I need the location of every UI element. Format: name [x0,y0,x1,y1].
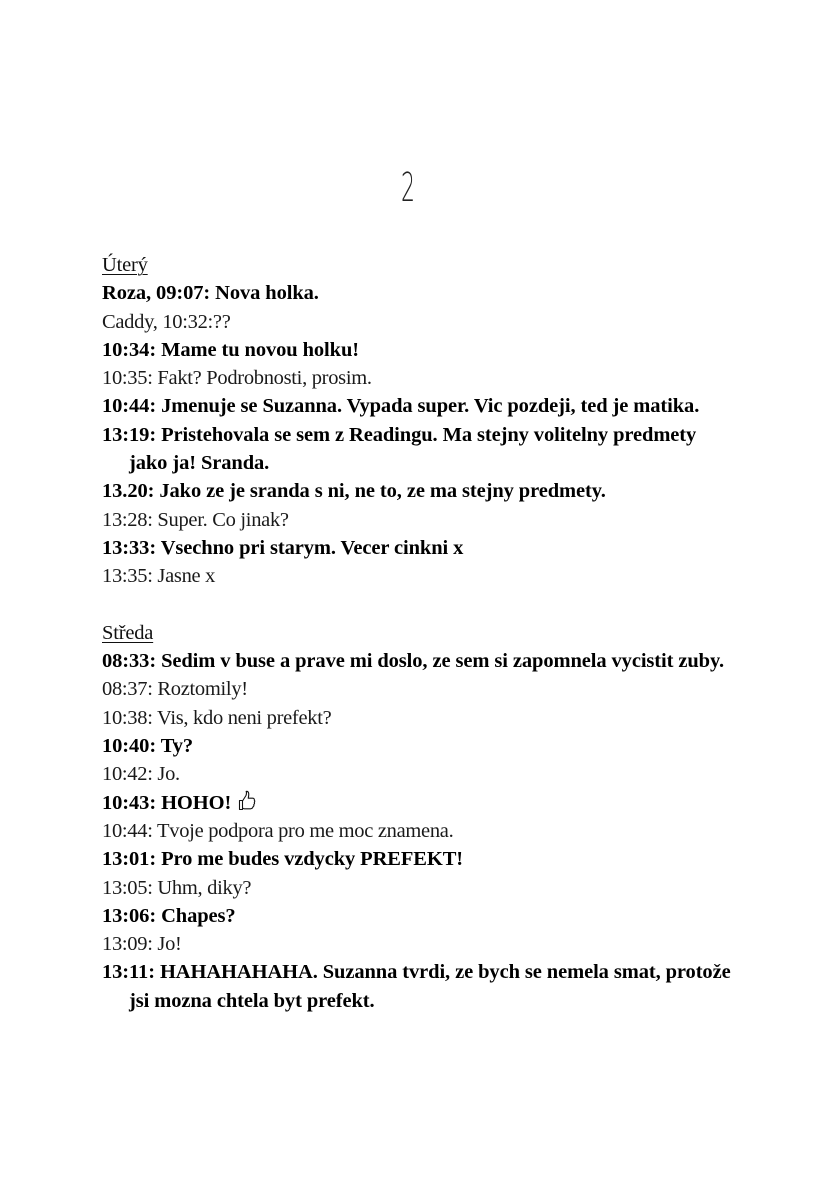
message-line: 10:44: Jmenuje se Suzanna. Vypada super. Vic pozdeji, ted je matika. [102,395,700,418]
message-line: 13:28: Super. Co jinak? [102,508,289,531]
message-line: 13:06: Chapes? [102,904,236,927]
message-line: 08:37: Roztomily! [102,678,248,701]
message-line: 10:38: Vis, kdo neni prefekt? [102,706,332,729]
message-line: 13:11: HAHAHAHAHA. Suzanna tvrdi, ze bych se nemela smat, protože jsi mozna chtela byt prefekt. [102,961,731,1012]
message-text: 10:43: HOHO! [102,791,232,814]
message-line: 13:35: Jasne x [102,565,216,588]
day-heading-wednesday: Středa [102,621,154,644]
day-heading-tuesday: Úterý [102,254,148,276]
chapter-number: 2 [400,165,415,211]
message-line: Caddy, 10:32:?? [102,310,231,333]
message-line: 10:34: Mame tu novou holku! [102,338,359,361]
message-line: 08:33: Sedim v buse a prave mi doslo, ze sem si zapomnela vycistit zuby. [102,650,725,673]
message-line: 10:40: Ty? [102,735,194,758]
message-line: 13:33: Vsechno pri starym. Vecer cinkni x [102,536,464,559]
message-line: 13:19: Pristehovala se sem z Readingu. Ma stejny volitelny predmety jako ja! Sranda. [102,423,697,475]
section-spacer [102,591,732,619]
message-line: 13:09: Jo! [102,933,182,956]
thumbs-up-icon [236,790,256,812]
message-line: 10:35: Fakt? Podrobnosti, prosim. [102,367,372,390]
message-log [102,251,732,1015]
message-line: 13:01: Pro me budes vzdycky PREFEKT! [102,848,464,871]
message-line: 13:05: Uhm, diky? [102,876,252,899]
message-line-with-icon [102,789,732,817]
message-line: Roza, 09:07: Nova holka. [102,282,319,305]
message-line: 10:42: Jo. [102,763,180,786]
message-line: 10:44: Tvoje podpora pro me moc znamena. [102,819,454,842]
message-line: 13.20: Jako ze je sranda s ni, ne to, ze ma stejny predmety. [102,480,606,503]
